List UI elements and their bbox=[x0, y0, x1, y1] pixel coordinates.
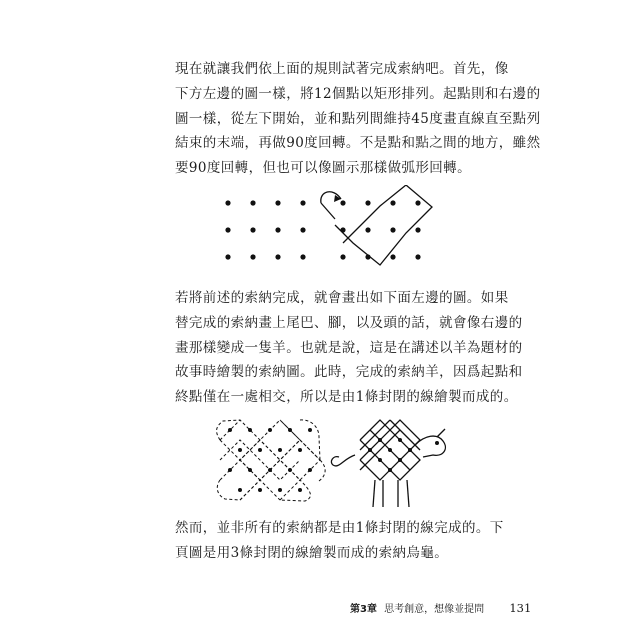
page-number: 131 bbox=[509, 601, 532, 615]
text-line: 下方左邊的圖一樣，將12個點以矩形排列。起點則和右邊的 bbox=[175, 85, 541, 102]
arrowhead-icon bbox=[334, 195, 341, 202]
text-line: 結束的末端，再做90度回轉。不是點和點之間的地方，雖然 bbox=[175, 135, 541, 152]
text-line: 現在就讓我們依上面的規則試著完成索納吧。首先，像 bbox=[175, 61, 509, 77]
text-line: 替完成的索納畫上尾巴、腳，以及頭的話，就會像右邊的 bbox=[175, 314, 523, 331]
dot-grid-left bbox=[225, 200, 305, 259]
section-title: 思考創意，想像並提問 bbox=[384, 604, 485, 615]
text-line: 然而，並非所有的索納都是由1條封閉的線完成的。下 bbox=[175, 520, 504, 536]
text-line: 要90度回轉，但也可以像圖示那樣做弧形回轉。 bbox=[175, 160, 471, 177]
paragraph-3 bbox=[175, 516, 505, 566]
text-line: 故事時繪製的索納圖。此時，完成的索納羊，因爲起點和 bbox=[175, 364, 523, 381]
text-line: 頁圖是用3條封閉的線繪製而成的索納烏龜。 bbox=[175, 544, 449, 561]
sona-sheep-figure bbox=[215, 415, 465, 515]
page-footer bbox=[350, 600, 531, 615]
text-line: 終點僅在一處相交，所以是由1條封閉的線繪製而成的。 bbox=[175, 389, 518, 406]
chapter-label: 第3章 bbox=[350, 604, 377, 615]
sheep-drawing bbox=[331, 420, 445, 507]
text-line: 圖一樣，從左下開始，並和點列間維持45度畫直線直至點列 bbox=[175, 110, 541, 127]
dot-grid-figure bbox=[215, 185, 445, 275]
paragraph-2 bbox=[175, 286, 523, 410]
completed-sona-dashed bbox=[217, 420, 326, 501]
paragraph-1 bbox=[175, 57, 541, 181]
text-line: 若將前述的索納完成，就會畫出如下面左邊的圖。如果 bbox=[175, 290, 509, 306]
text-line: 畫那樣變成一隻羊。也就是說，這是在講述以羊為題材的 bbox=[175, 339, 523, 356]
